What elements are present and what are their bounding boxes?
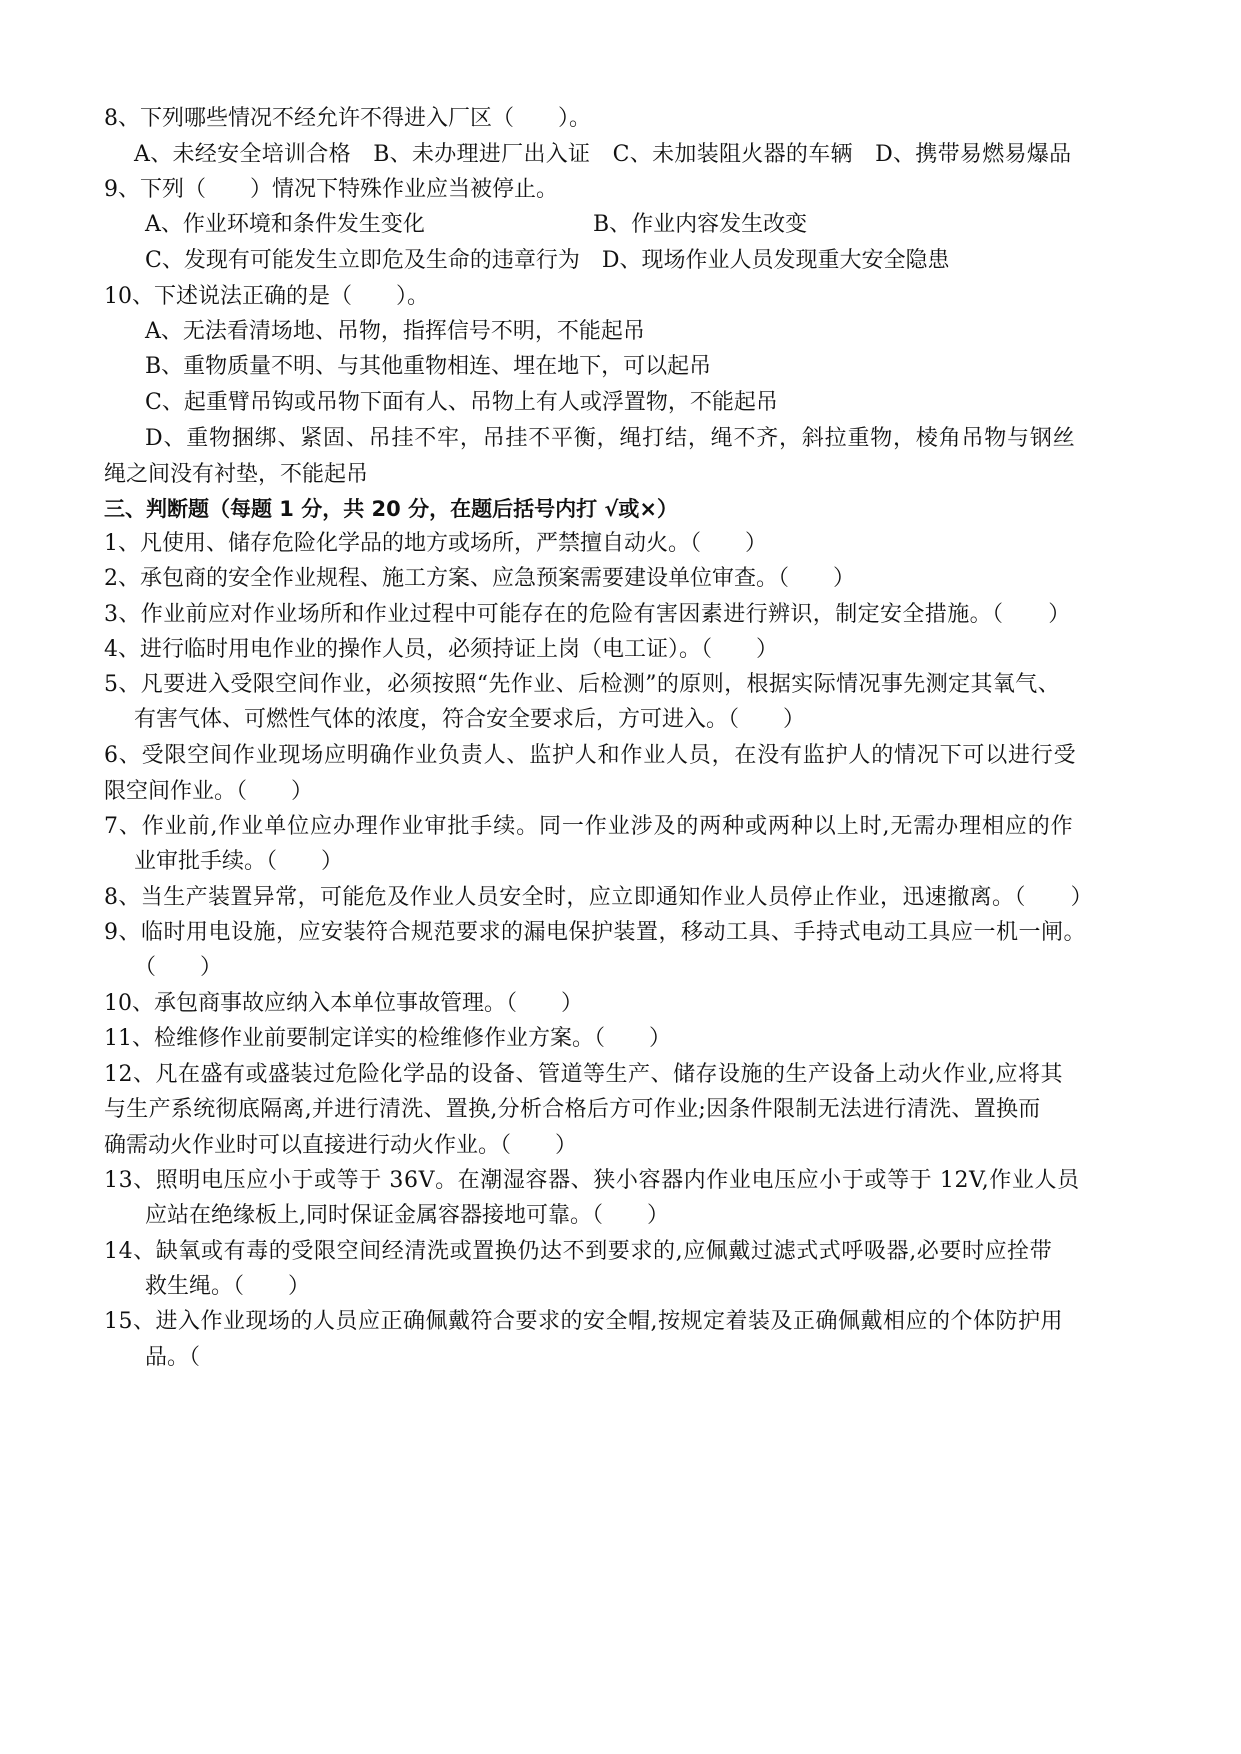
tf-item-10: 10、承包商事故应纳入本单位事故管理。（ ）	[104, 991, 583, 1016]
tf-item-5-line1: 5、凡要进入受限空间作业，必须按照“先作业、后检测”的原则，根据实际情况事先测定其氧气、	[104, 672, 1061, 697]
tf-item-7-line2: 业审批手续。（ ）	[134, 849, 344, 874]
q10-option-d-line2: 绳之间没有衬垫，不能起吊	[104, 462, 369, 487]
tf-item-7-line1: 7、作业前,作业单位应办理作业审批手续。同一作业涉及的两种或两种以上时,无需办理相应的作	[104, 814, 1074, 839]
tf-item-11: 11、检维修作业前要制定详实的检维修作业方案。（ ）	[104, 1026, 671, 1051]
q10-stem: 10、下述说法正确的是（ ）。	[104, 284, 429, 309]
tf-item-6-line2: 限空间作业。（ ）	[104, 779, 314, 804]
tf-item-13-line1: 13、照明电压应小于或等于 36V。在潮湿容器、狭小容器内作业电压应小于或等于 12V,作业人员	[104, 1168, 1080, 1193]
q8-options: A、未经安全培训合格 B、未办理进厂出入证 C、未加装阻火器的车辆 D、携带易燃易爆品	[134, 142, 1072, 167]
tf-item-13-line2: 应站在绝缘板上,同时保证金属容器接地可靠。（ ）	[145, 1203, 669, 1228]
tf-item-12-line2: 与生产系统彻底隔离,并进行清洗、置换,分析合格后方可作业;因条件限制无法进行清洗、置换而	[104, 1097, 1041, 1122]
q10-option-c: C、起重臂吊钩或吊物下面有人、吊物上有人或浮置物，不能起吊	[145, 390, 778, 415]
section-heading-true-false: 三、判断题（每题 1 分，共 20 分，在题后括号内打 √或×）	[104, 497, 678, 521]
q10-option-b: B、重物质量不明、与其他重物相连、埋在地下，可以起吊	[145, 354, 712, 379]
tf-item-4: 4、进行临时用电作业的操作人员，必须持证上岗（电工证）。（ ）	[104, 637, 778, 662]
tf-item-5-line2: 有害气体、可燃性气体的浓度，符合安全要求后，方可进入。（ ）	[134, 707, 806, 732]
q9-option-cd: C、发现有可能发生立即危及生命的违章行为 D、现场作业人员发现重大安全隐患	[145, 248, 950, 273]
q8-stem: 8、下列哪些情况不经允许不得进入厂区（ ）。	[104, 106, 591, 131]
q9-stem: 9、下列（ ）情况下特殊作业应当被停止。	[104, 177, 558, 202]
tf-item-2: 2、承包商的安全作业规程、施工方案、应急预案需要建设单位审查。（ ）	[104, 566, 855, 591]
tf-item-1: 1、凡使用、储存危险化学品的地方或场所，严禁擅自动火。（ ）	[104, 531, 767, 556]
q10-option-d-line1: D、重物捆绑、紧固、吊挂不牢，吊挂不平衡，绳打结，绳不齐，斜拉重物，棱角吊物与钢丝	[145, 426, 1076, 451]
tf-item-3: 3、作业前应对作业场所和作业过程中可能存在的危险有害因素进行辨识，制定安全措施。（ ）	[104, 602, 1071, 627]
tf-item-15-line1: 15、进入作业现场的人员应正确佩戴符合要求的安全帽,按规定着装及正确佩戴相应的个体防护用	[104, 1309, 1063, 1334]
tf-item-15-line2: 品。（	[145, 1345, 201, 1370]
tf-item-12-line1: 12、凡在盛有或盛装过危险化学品的设备、管道等生产、储存设施的生产设备上动火作业,应将其	[104, 1062, 1063, 1087]
tf-item-14-line1: 14、缺氧或有毒的受限空间经清洗或置换仍达不到要求的,应佩戴过滤式式呼吸器,必要时应拴带	[104, 1239, 1053, 1264]
q10-option-a: A、无法看清场地、吊物，指挥信号不明，不能起吊	[145, 319, 645, 344]
tf-item-6-line1: 6、受限空间作业现场应明确作业负责人、监护人和作业人员，在没有监护人的情况下可以进行受	[104, 743, 1077, 768]
q9-option-b: B、作业内容发生改变	[593, 212, 808, 237]
tf-item-12-line3: 确需动火作业时可以直接进行动火作业。（ ）	[104, 1133, 578, 1158]
q9-option-a: A、作业环境和条件发生变化	[145, 212, 425, 237]
tf-item-8: 8、当生产装置异常，可能危及作业人员安全时，应立即通知作业人员停止作业，迅速撤离。（ ）	[104, 885, 1094, 910]
tf-item-14-line2: 救生绳。（ ）	[145, 1274, 311, 1299]
tf-item-9-line1: 9、临时用电设施，应安装符合规范要求的漏电保护装置，移动工具、手持式电动工具应一机一闸。	[104, 920, 1087, 945]
tf-item-9-line2: （ ）	[134, 955, 223, 980]
